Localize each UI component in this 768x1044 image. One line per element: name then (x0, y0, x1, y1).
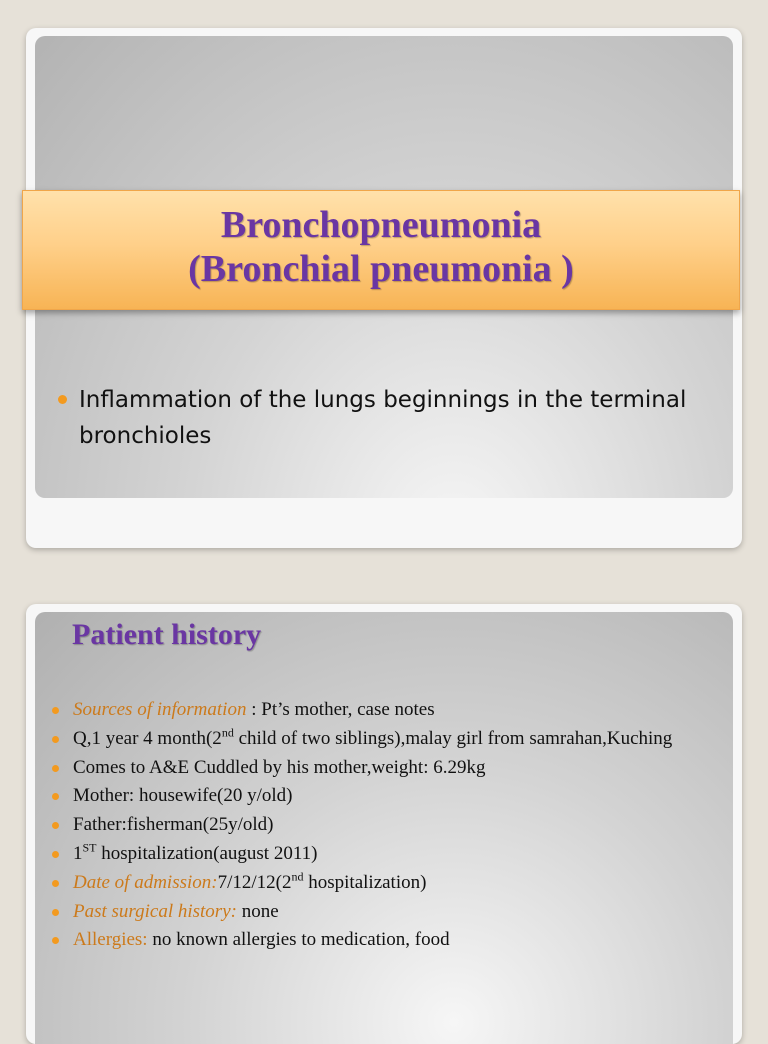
list-item-allergies (52, 927, 712, 953)
bullet-icon (52, 909, 59, 916)
admission-label: Date of admission: (73, 871, 218, 893)
surgical-value: none (236, 900, 279, 922)
list-item-patient (52, 726, 712, 752)
bullet-icon (58, 395, 67, 404)
bullet-icon (52, 880, 59, 887)
admission-sup: nd (291, 869, 304, 884)
sources-label: Sources of information (73, 699, 247, 720)
list-item-sources (52, 697, 712, 723)
hosp-suffix: hospitalization(august 2011) (96, 842, 318, 864)
list-item-mother (52, 783, 712, 809)
hosp-sup: ST (82, 840, 97, 855)
bullet-icon (52, 822, 59, 829)
sources-value: : Pt’s mother, case notes (246, 699, 435, 720)
list-item-comes (52, 755, 712, 781)
admission-suffix: hospitalization) (303, 871, 427, 893)
definition-bullet (58, 382, 698, 454)
list-item-surgical (52, 899, 712, 925)
patient-sup: nd (221, 725, 234, 740)
allergies-label: Allergies: (73, 929, 148, 951)
slide-title-line-2: (Bronchial pneumonia ) (188, 248, 574, 290)
bullet-icon (52, 707, 59, 714)
comes-text: Comes to A&E Cuddled by his mother,weight: 6.29kg (73, 756, 486, 778)
admission-value: 7/12/12(2 (217, 871, 292, 893)
mother-text: Mother: housewife(20 y/old) (73, 785, 293, 807)
allergies-value: no known allergies to medication, food (147, 929, 450, 951)
definition-text: Inflammation of the lungs beginnings in the terminal bronchioles (79, 387, 687, 449)
bullet-icon (52, 937, 59, 944)
patient-history-title: Patient history (72, 618, 262, 651)
slide-title-line-1: Bronchopneumonia (220, 204, 542, 246)
bullet-icon (52, 793, 59, 800)
patient-history-list (52, 697, 712, 956)
bullet-icon (52, 765, 59, 772)
list-item-admission (52, 870, 712, 896)
bullet-icon (52, 851, 59, 858)
father-text: Father:fisherman(25y/old) (73, 814, 274, 836)
list-item-father (52, 812, 712, 838)
surgical-label: Past surgical history: (73, 900, 237, 922)
bullet-icon (52, 736, 59, 743)
patient-prefix: Q,1 year 4 month(2 (73, 727, 222, 749)
patient-suffix: child of two siblings),malay girl from samrahan,Kuching (233, 727, 673, 749)
hosp-prefix: 1 (73, 842, 83, 864)
list-item-hospitalization (52, 841, 712, 867)
title-banner (22, 190, 740, 310)
